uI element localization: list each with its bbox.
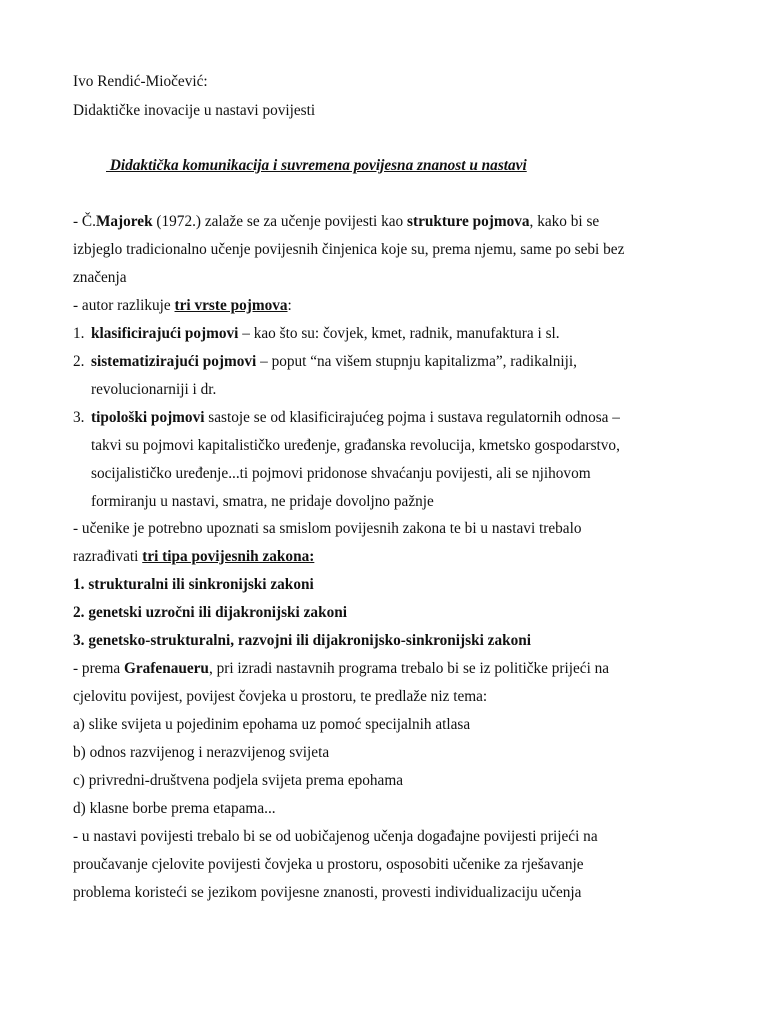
paragraph-grafenauer: - prema Grafenaueru, pri izradi nastavnih programa trebalo bi se iz političke prijeći na: [73, 660, 610, 677]
paragraph-nastava: - u nastavi povijesti trebalo bi se od uobičajenog učenja događajne povijesti prijeći na: [73, 828, 598, 845]
paragraph-zakoni: - učenike je potrebno upoznati sa smislom povijesnih zakona te bi u nastavi trebalo: [73, 520, 582, 537]
list-item: 3. genetsko-strukturalni, razvojni ili dijakronijsko-sinkronijski zakoni: [73, 632, 532, 649]
author-line: Ivo Rendić-Miočević:: [73, 73, 208, 90]
topic-item: b) odnos razvijenog i nerazvijenog svijeta: [73, 744, 330, 761]
paragraph-line: razrađivati tri tipa povijesnih zakona:: [73, 548, 315, 565]
paragraph-autor: - autor razlikuje tri vrste pojmova:: [73, 297, 292, 314]
name-majorek: Majorek: [95, 213, 153, 230]
list-item-continuation: formiranju u nastavi, smatra, ne pridaje dovoljno pažnje: [91, 493, 434, 510]
paragraph-line: izbjeglo tradicionalno učenje povijesnih činjenica koje su, prema njemu, same po sebi bez: [73, 241, 625, 258]
paragraph-line: problema koristeći se jezikom povijesne znanosti, provesti individualizaciju učenja: [73, 884, 582, 901]
list-item: 2. genetski uzročni ili dijakronijski zakoni: [73, 604, 347, 621]
paragraph-line: proučavanje cjelovite povijesti čovjeka u prostoru, osposobiti učenike za rješavanje: [73, 856, 584, 873]
paragraph-line: značenja: [73, 269, 127, 286]
term-tri-vrste-pojmova: tri vrste pojmova: [174, 297, 288, 314]
list-item: sistematizirajući pojmovi – poput “na višem stupnju kapitalizma”, radikalniji,: [91, 353, 577, 370]
list-item-continuation: takvi su pojmovi kapitalističko uređenje, građanska revolucija, kmetsko gospodarstvo,: [91, 437, 620, 454]
work-title: Didaktičke inovacije u nastavi povijesti: [73, 102, 316, 119]
list-number: 2.: [73, 353, 85, 370]
term-tri-tipa-zakona: tri tipa povijesnih zakona:: [142, 548, 315, 565]
list-item: 1. strukturalni ili sinkronijski zakoni: [73, 576, 314, 593]
list-item: tipološki pojmovi sastoje se od klasificirajućeg pojma i sustava regulatornih odnosa –: [91, 409, 620, 426]
list-number: 1.: [73, 325, 85, 342]
list-item-continuation: revolucionarniji i dr.: [91, 381, 217, 398]
list-number: 3.: [73, 409, 85, 426]
list-item: klasificirajući pojmovi – kao što su: čovjek, kmet, radnik, manufaktura i sl.: [91, 325, 560, 342]
topic-item: a) slike svijeta u pojedinim epohama uz pomoć specijalnih atlasa: [73, 716, 471, 733]
term-strukture-pojmova: strukture pojmova: [407, 213, 530, 230]
name-grafenauer: Grafenaueru: [123, 660, 209, 677]
section-title: Didaktička komunikacija i suvremena povijesna znanost u nastavi: [106, 157, 527, 174]
paragraph-line: cjelovitu povijest, povijest čovjeka u prostoru, te predlaže niz tema:: [73, 688, 488, 705]
topic-item: c) privredni-društvena podjela svijeta prema epohama: [73, 772, 404, 789]
paragraph-majorek: - Č.Majorek (1972.) zalaže se za učenje povijesti kao strukture pojmova, kako bi se: [73, 213, 600, 230]
list-item-continuation: socijalističko uređenje...ti pojmovi pridonose shvaćanju povijesti, ali se njihovom: [91, 465, 591, 482]
topic-item: d) klasne borbe prema etapama...: [73, 800, 276, 817]
